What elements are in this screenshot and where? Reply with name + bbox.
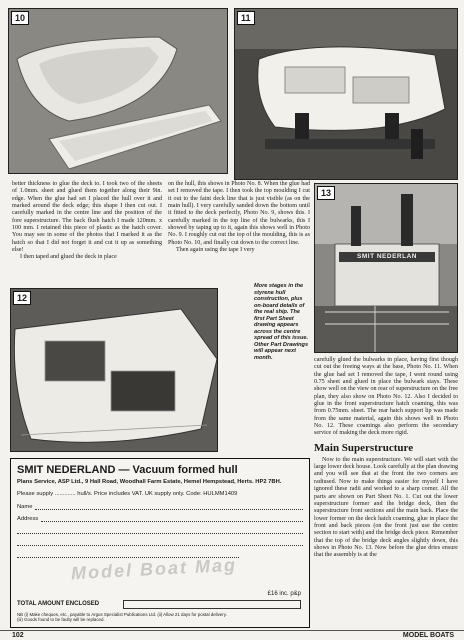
photo-number: 11 xyxy=(237,11,255,25)
paragraph: on the hull, this shows in Photo No. 8. When the glue had set I removed the tape. I then took the top moulding I cut it out to the faint deck line that is just visible (as on the main hull). I very carefully sanded down the bottom until it fitted to the deck perfectly, Photo No. 9, shows this. I carefully marked in the top line of the bulwarks, this I showed by taping up to it, again this shows well in Photo No. 9. I roughly cut out the top of the moulding, this is as Photo No. 10, and finally cut down to the correct line. xyxy=(168,181,310,246)
total-label: TOTAL AMOUNT ENCLOSED xyxy=(17,601,100,607)
note-line: (iii) Goods found to be faulty will be replaced. xyxy=(17,617,105,623)
section-heading: Main Superstructure xyxy=(314,441,414,454)
paragraph: better thickness to glue the deck to. I took two of the sheets of 1.0mm. sheet and glued them together along their 9in. edge. When the glue had set I placed the hull over it and marked around the deck edge; this shape I then cut out. I carefully marked in the centre line and the position of the fore superstructure. The back flush hatch I made 120mm. x 100 mm. I retained this piece of plastic as the hatch cover. You may see in some of the photos that I marked it as the hatch so that I did not forget it and cut it up as something else! xyxy=(12,181,162,254)
magazine-name: MODEL BOATS xyxy=(402,632,454,639)
paragraph: I then taped and glued the deck in place xyxy=(20,254,117,261)
photo-number: 10 xyxy=(11,11,29,25)
order-form xyxy=(10,458,310,628)
photo-13 xyxy=(314,183,458,353)
hull-deck-illustration xyxy=(11,289,218,452)
photo-caption: More stages in the styrene hull construction, plus on-board details of the real ship. The first Part Sheet drawing appears across the centre spread of this issue. Other Part Drawings will appear next month. xyxy=(254,283,309,361)
text-column-2 xyxy=(168,181,310,254)
address-rule[interactable] xyxy=(41,516,303,522)
form-price: £16 inc. p&p xyxy=(267,591,301,597)
supply-line: Please supply ............. hull/s. Price includes VAT. UK supply only. Code: HULMM1409 xyxy=(17,491,238,497)
photo-number: 12 xyxy=(13,291,31,305)
paragraph: Then again using the tape I very xyxy=(176,247,255,254)
total-amount-box[interactable] xyxy=(123,600,301,609)
watermark: Model Boat Mag xyxy=(70,554,238,584)
address-field[interactable] xyxy=(17,516,303,522)
hull-on-stand-illustration xyxy=(235,9,458,180)
address-field-3[interactable] xyxy=(17,540,303,546)
address-rule[interactable] xyxy=(17,528,303,534)
form-notes xyxy=(17,612,305,622)
address-rule[interactable] xyxy=(17,540,303,546)
address-label: Address xyxy=(17,516,39,522)
form-address: Plans Service, ASP Ltd., 9 Hall Road, Woodhall Farm Estate, Hemel Hempstead, Herts. HP2 7BH. xyxy=(17,479,282,485)
photo-number: 13 xyxy=(317,186,335,200)
paragraph: carefully glued the bulwarks in place, having first though cut out the freeing ways at the base, Photo No. 11. When the glue had set I removed the tape, I went round using 0.75 sheet and glued in place the bulwark stays. These show well on the view on rear of superstructure on the free plan, they also show on Photo No. 12. Also I decided to glue in the front superstructure hatch coaming, this was from 0.75mm. sheet. The rear hatch support lip was made from the same material, again this shows well in Photo No. 12. These coamings also perform the secondary service of making the deck more rigid. xyxy=(314,357,458,437)
hull-moulding-illustration xyxy=(9,9,228,174)
page-footer xyxy=(0,630,464,640)
ship-name-sign: SMIT NEDERLAN xyxy=(357,253,417,260)
name-field[interactable] xyxy=(17,504,303,510)
photo-11 xyxy=(234,8,458,180)
photo-12 xyxy=(10,288,218,452)
name-rule[interactable] xyxy=(35,504,303,510)
form-title: SMIT NEDERLAND — Vacuum formed hull xyxy=(17,464,238,476)
text-column-3 xyxy=(314,357,458,560)
name-label: Name xyxy=(17,504,33,510)
note-line: NB (i) Make cheques, etc., payable to Argus Specialist Publications Ltd. (ii) Allow 21 days for postal delivery. xyxy=(17,612,227,617)
page-number: 102 xyxy=(12,632,24,639)
address-field-4[interactable] xyxy=(17,552,303,558)
paragraph: Now to the main superstructure. We will start with the large lower deck house. Look carefully at the plan drawing and you will see that at the front the two corners are radiused. Now to make things easier for myself I have ignored these radii and worked to a sharp corner. All the parts are shown on Part Sheet No. 1. Cut out the lower superstructure former and the bridge deck, then the superstructure front sections and the main back. Place the lower former on the deck hatch coaming, glue in place the front and back pieces (on the front just use the centre section to start with) and the bridge deck piece. Remember that the top of the bridge deck angles slightly down, this shows in Photo No. 13. Now before the glue dries ensure that the assembly is at the xyxy=(314,456,458,559)
photo-10 xyxy=(8,8,228,174)
real-ship-illustration xyxy=(315,184,458,353)
address-field-2[interactable] xyxy=(17,528,303,534)
text-column-1 xyxy=(12,181,162,262)
